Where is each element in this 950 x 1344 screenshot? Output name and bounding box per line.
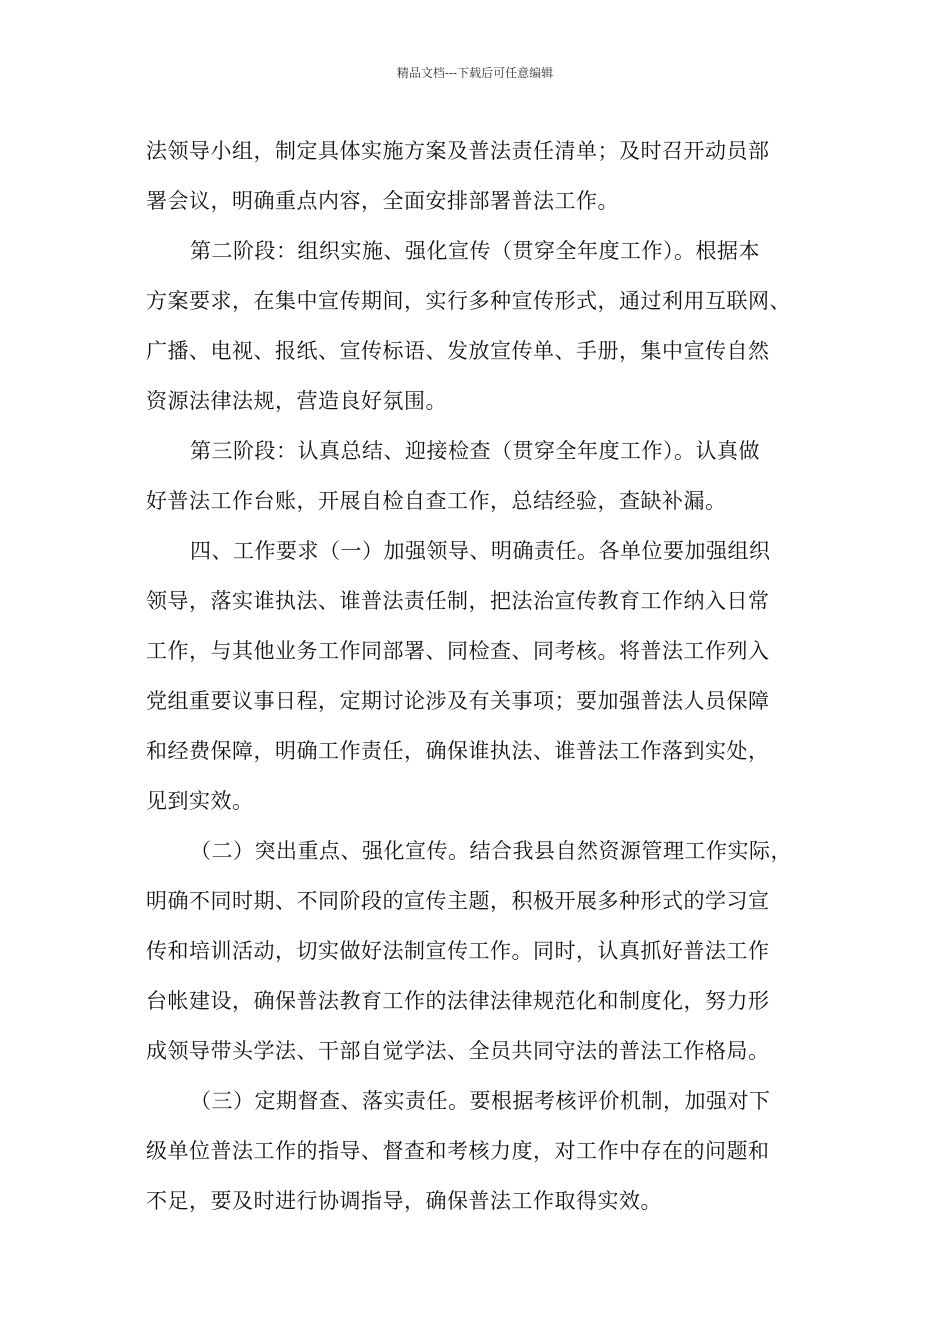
text-line: 工作，与其他业务工作同部署、同检查、同考核。将普法工作列入 bbox=[146, 639, 770, 663]
text-line: 成领导带头学法、干部自觉学法、全员共同守法的普法工作格局。 bbox=[146, 1039, 770, 1063]
text-line: 好普法工作台账，开展自检自查工作，总结经验，查缺补漏。 bbox=[146, 489, 727, 513]
text-line: 明确不同时期、不同阶段的宣传主题，积极开展多种形式的学习宣 bbox=[146, 889, 770, 913]
text-line: 方案要求，在集中宣传期间，实行多种宣传形式，通过利用互联网、 bbox=[146, 289, 791, 313]
paragraph-first-line: （二）突出重点、强化宣传。结合我县自然资源管理工作实际， bbox=[190, 839, 792, 863]
page-header: 精品文档---下载后可任意编辑 bbox=[396, 66, 554, 80]
text-line: 法领导小组，制定具体实施方案及普法责任清单；及时召开动员部 bbox=[146, 139, 770, 163]
text-line: 级单位普法工作的指导、督查和考核力度，对工作中存在的问题和 bbox=[146, 1139, 770, 1163]
text-line: 传和培训活动，切实做好法制宣传工作。同时，认真抓好普法工作 bbox=[146, 939, 770, 963]
paragraph-first-line: 第二阶段：组织实施、强化宣传（贯穿全年度工作）。根据本 bbox=[190, 239, 760, 263]
text-line: 领导，落实谁执法、谁普法责任制，把法治宣传教育工作纳入日常 bbox=[146, 589, 770, 613]
text-line: 资源法律法规，营造良好氛围。 bbox=[146, 389, 447, 413]
paragraph-first-line: （三）定期督查、落实责任。要根据考核评价机制，加强对下 bbox=[190, 1089, 771, 1113]
text-line: 和经费保障，明确工作责任，确保谁执法、谁普法工作落到实处， bbox=[146, 739, 770, 763]
text-line: 广播、电视、报纸、宣传标语、发放宣传单、手册，集中宣传自然 bbox=[146, 339, 770, 363]
text-line: 不足，要及时进行协调指导，确保普法工作取得实效。 bbox=[146, 1189, 662, 1213]
text-line: 署会议，明确重点内容，全面安排部署普法工作。 bbox=[146, 189, 619, 213]
text-line: 台帐建设，确保普法教育工作的法律法律规范化和制度化，努力形 bbox=[146, 989, 770, 1013]
paragraph-first-line: 四、工作要求（一）加强领导、明确责任。各单位要加强组织 bbox=[190, 539, 771, 563]
paragraph-first-line: 第三阶段：认真总结、迎接检查（贯穿全年度工作）。认真做 bbox=[190, 439, 760, 463]
text-line: 见到实效。 bbox=[146, 789, 254, 813]
text-line: 党组重要议事日程，定期讨论涉及有关事项；要加强普法人员保障 bbox=[146, 689, 770, 713]
